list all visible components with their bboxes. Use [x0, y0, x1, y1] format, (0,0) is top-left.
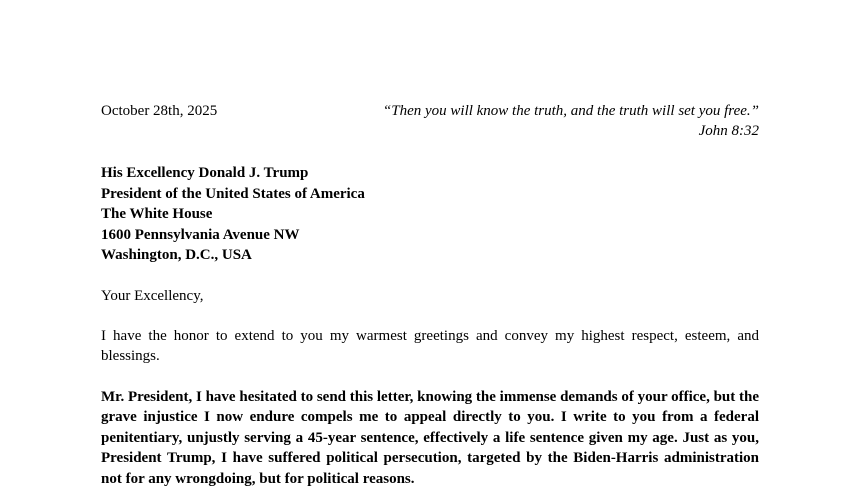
recipient-building: The White House: [101, 204, 759, 225]
letter-date: October 28th, 2025: [101, 101, 217, 121]
salutation: Your Excellency,: [101, 286, 759, 306]
recipient-address: [101, 163, 759, 266]
recipient-name: His Excellency Donald J. Trump: [101, 163, 759, 184]
letter-page: [101, 101, 759, 489]
recipient-street: 1600 Pennsylvania Avenue NW: [101, 225, 759, 246]
greeting-paragraph: I have the honor to extend to you my warmest greetings and convey my highest respect, esteem, and blessings.: [101, 326, 759, 367]
epigraph: [383, 101, 759, 141]
recipient-title: President of the United States of America: [101, 184, 759, 205]
recipient-city: Washington, D.C., USA: [101, 245, 759, 266]
epigraph-quote: “Then you will know the truth, and the truth will set you free.”: [383, 103, 759, 119]
letter-header: [101, 101, 759, 143]
epigraph-reference: John 8:32: [383, 121, 759, 141]
appeal-paragraph: Mr. President, I have hesitated to send this letter, knowing the immense demands of your office, but the grave injustice I now endure compels me to appeal directly to you. I write to you from a federal penitentiary, unjustly serving a 45-year sentence, effectively a life sentence given my age. Just as you, President Trump, I have suffered political persecution, targeted by the Biden-Harris administration not for any wrongdoing, but for political reasons.: [101, 387, 759, 489]
